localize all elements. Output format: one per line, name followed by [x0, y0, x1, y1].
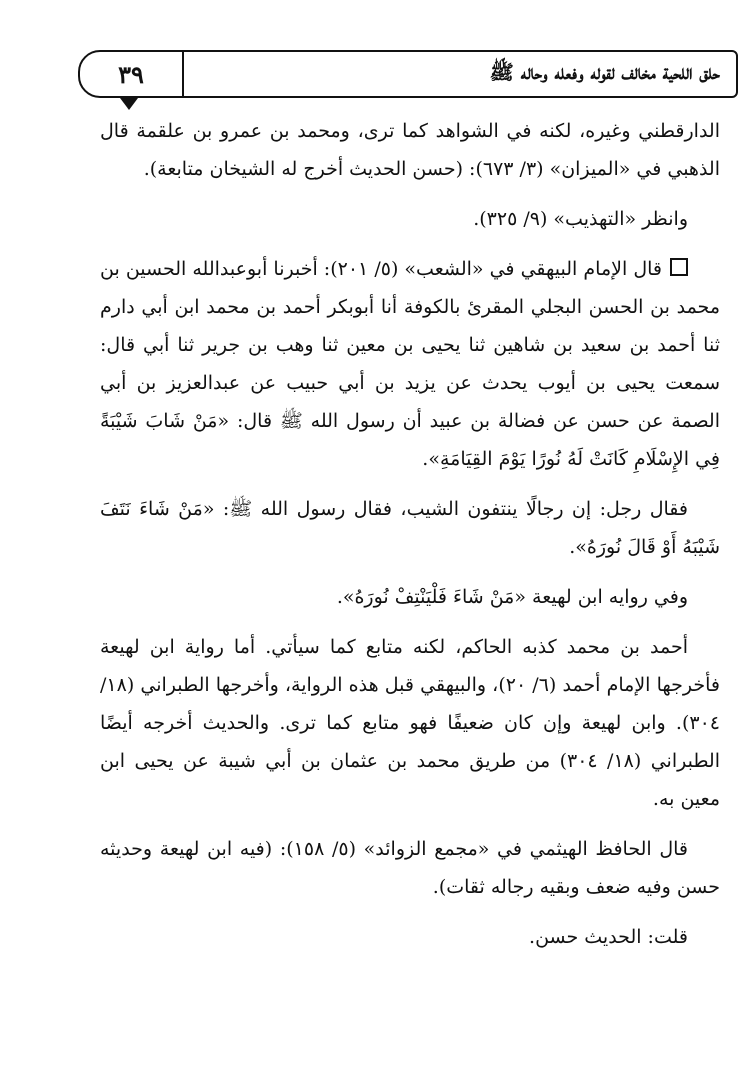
- paragraph-4: فقال رجل: إن رجالًا ينتفون الشيب، فقال رسول الله ﷺ: «مَنْ شَاءَ نَتَفَ شَيْبَهُ أَوْ قَالَ نُورَهُ».: [100, 498, 720, 558]
- paragraph-8: قلت: الحديث حسن.: [529, 926, 688, 948]
- paragraph-2: وانظر «التهذيب» (٩/ ٣٢٥).: [473, 208, 688, 230]
- checkbox-icon: [670, 258, 688, 276]
- page-body: [100, 112, 720, 968]
- page-header: [78, 50, 738, 98]
- page-number: ٣٩: [118, 59, 144, 89]
- paragraph-3: [100, 250, 720, 478]
- running-title: حلق اللحية مخالف لقوله وفعله وحاله ﷺ: [489, 60, 720, 84]
- paragraph-7: قال الحافظ الهيثمي في «مجمع الزوائد» (٥/ ١٥٨): (فيه ابن لهيعة وحديثه حسن وفيه ضعف وبقيه رجاله ثقات).: [100, 838, 720, 898]
- paragraph-6: أحمد بن محمد كذبه الحاكم، لكنه متابع كما سيأتي. أما رواية ابن لهيعة فأخرجها الإمام أحمد (٦/ ٢٠)، والبيهقي قبل هذه الرواية، وأخرجها الطبراني (١٨/ ٣٠٤). وابن لهيعة وإن كان ضعيفًا فهو متابع كما ترى. والحديث أخرجه أيضًا الطبراني (١٨/ ٣٠٤) من طريق محمد بن عثمان بن أبي شيبة عن يحيى ابن معين به.: [100, 636, 720, 810]
- page-number-badge: [80, 50, 184, 98]
- paragraph-1: الدارقطني وغيره، لكنه في الشواهد كما ترى، ومحمد بن عمرو بن علقمة قال الذهبي في «الميزان» (٣/ ٦٧٣): (حسن الحديث أخرج له الشيخان متابعة).: [100, 120, 720, 180]
- paragraph-5: وفي روايه ابن لهيعة «مَنْ شَاءَ فَلْيَنْتِفْ نُورَهُ».: [336, 586, 688, 608]
- paragraph-3-text: قال الإمام البيهقي في «الشعب» (٥/ ٢٠١): أخبرنا أبوعبدالله الحسين بن محمد بن الحسن البجلي المقرئ بالكوفة أنا أبوبكر أحمد بن محمد ابن أبي دارم ثنا أحمد بن سعيد بن شاهين ثنا يحيى بن معين ثنا وهب بن جرير ثنا أبي قال: سمعت يحيى بن أيوب يحدث عن يزيد بن أبي حبيب عن عبدالعزيز بن أبي الصمة عن حسن عن فضالة بن عبيد أن رسول الله ﷺ قال: «مَنْ شَابَ شَيْبَةً فِي الإِسْلَامِ كَانَتْ لَهُ نُورًا يَوْمَ القِيَامَةِ».: [100, 258, 720, 470]
